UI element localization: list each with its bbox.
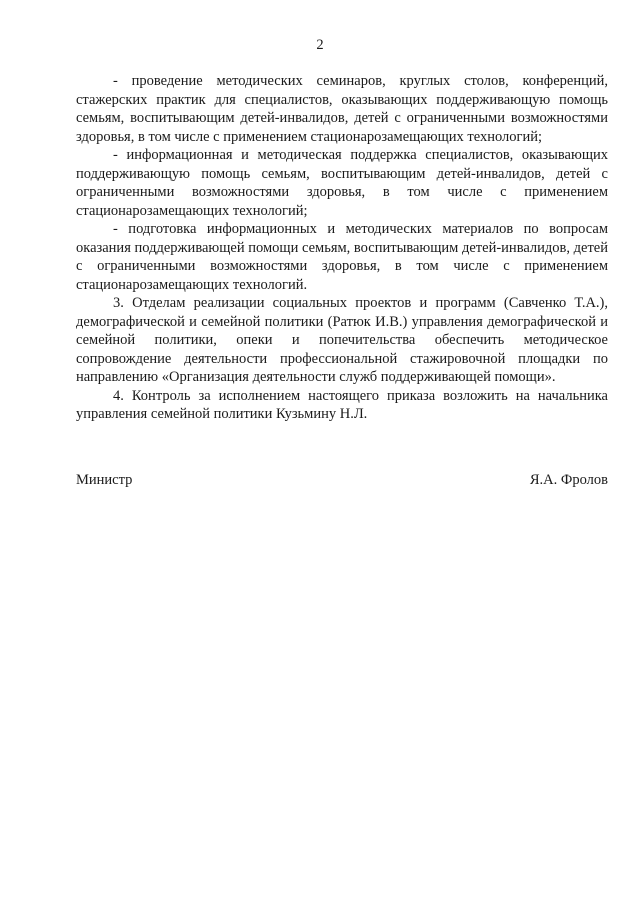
signature-block bbox=[76, 471, 608, 490]
signatory-name: Я.А. Фролов bbox=[529, 472, 608, 488]
paragraph-item-3: 3. Отделам реализации социальных проектов и программ (Савченко Т.А.), демографической и семейной политики (Ратюк И.В.) управления демографической и семейной политики, опеки и попечительства обеспечить методическое сопровождение деятельности профессиональной стажировочной площадки по направлению «Организация деятельности служб поддерживающей помощи». bbox=[76, 295, 608, 385]
paragraph-seminars: - проведение методических семинаров, круглых столов, конференций, стажерских практик для специалистов, оказывающих поддерживающую помощь семьям, воспитывающим детей-инвалидов, детей с ограниченными возможностями здоровья, в том числе с применением стационарозамещающих технологий; bbox=[76, 73, 608, 145]
document-body bbox=[76, 72, 608, 424]
page-number: 2 bbox=[316, 37, 324, 53]
paragraph-materials-preparation: - подготовка информационных и методических материалов по вопросам оказания поддерживающей помощи семьям, воспитывающим детей-инвалидов, детей с ограниченными возможностями здоровья, в том числе с применением стационарозамещающих технологий. bbox=[76, 221, 608, 293]
signatory-position: Министр bbox=[76, 472, 133, 488]
paragraph-item-4: 4. Контроль за исполнением настоящего приказа возложить на начальника управления семейной политики Кузьмину Н.Л. bbox=[76, 387, 608, 422]
paragraph-specialist-support: - информационная и методическая поддержка специалистов, оказывающих поддерживающую помощь семьям, воспитывающим детей-инвалидов, детей с ограниченными возможностями здоровья, в том числе с применением стационарозамещающих технологий; bbox=[76, 147, 608, 219]
